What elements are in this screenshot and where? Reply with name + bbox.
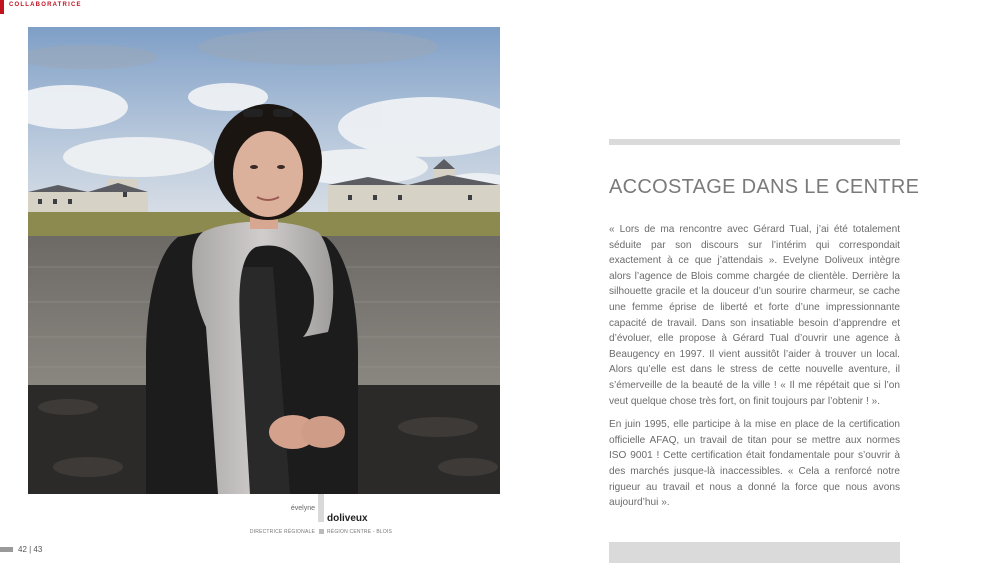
page-numbers: 42 | 43 — [18, 545, 43, 554]
caption-first-name: évelyne — [290, 505, 315, 512]
article-paragraph-1: « Lors de ma rencontre avec Gérard Tual, j’ai été totalement séduite par son discours sur l’intérim qui correspondait exactement à ce que j’attendais ». Evelyne Doliveux intègre alors l’agence de Blois comme chargée de clientèle. Derrière la silhouette gracile et la douceur d’un sourire charmeur, se cache une femme éprise de liberté et forte d’une impressionnante capacité de travail. Dans son insatiable besoin d’apprendre et d’évoluer, elle propose à Gérard Tual d’ouvrir une agence à Beaugency en 1997. Il vient aussitôt l’aider à trouver un local. Alors qu’elle est dans le stress de cette nouvelle aventure, il s’émerveille de la beauté de la ville ! « Il me répétait que si l’on veut quelque chose très fort, on finit toujours par l’obtenir ! ». — [609, 224, 900, 407]
section-tab-marker — [0, 0, 4, 14]
article-title: ACCOSTAGE DANS LE CENTRE — [609, 176, 920, 198]
article-paragraph-2: En juin 1995, elle participe à la mise en place de la certification officielle AFAQ, un travail de titan pour se mettre aux normes ISO 9001 ! Cette certification était fondamentale pour s’ouvrir à des marchés jusque-là inaccessibles. « Cela a renforcé notre rigueur au travail et nous a donné la force que nous avons aujourd’hui ». — [609, 419, 900, 509]
folio-bar — [0, 547, 13, 552]
article-top-rule — [609, 139, 900, 145]
section-label: COLLABORATRICE — [9, 2, 82, 8]
caption-region: RÉGION CENTRE - BLOIS — [327, 529, 393, 535]
caption-last-name: doliveux — [327, 513, 368, 524]
article-bottom-rule — [609, 542, 900, 563]
article-body — [609, 222, 900, 519]
caption-bar — [318, 494, 324, 522]
caption-separator — [319, 529, 324, 534]
caption-role: DIRECTRICE RÉGIONALE — [249, 529, 315, 535]
portrait-photo — [28, 27, 500, 494]
